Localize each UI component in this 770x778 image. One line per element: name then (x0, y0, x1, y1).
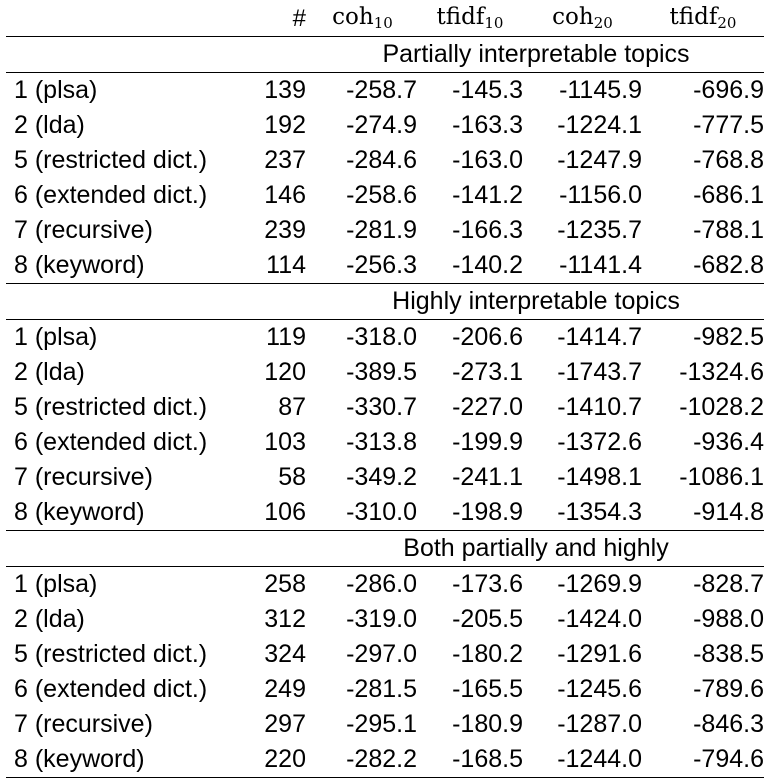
cell-tfidf20: -988.0 (693, 605, 764, 633)
cell-coh10: -258.7 (308, 73, 417, 109)
cell-coh10: -349.2 (346, 463, 417, 491)
cell-coh10: -310.0 (346, 498, 417, 526)
cell-tfidf20: -686.1 (693, 181, 764, 209)
cell-count: 114 (266, 251, 306, 279)
cell-coh20: -1269.9 (523, 567, 642, 603)
cell-coh10: -313.8 (346, 428, 417, 456)
cell-coh10: -282.2 (308, 742, 417, 778)
table-row (6, 73, 764, 109)
cell-tfidf20: -936.4 (693, 428, 764, 456)
table-row (6, 637, 764, 672)
cell-coh20: -1156.0 (559, 181, 642, 209)
cell-count: 297 (264, 710, 306, 738)
cell-coh20: -1224.1 (557, 111, 642, 139)
row-label: 8 (keyword) (6, 742, 246, 778)
cell-count: 139 (246, 73, 308, 109)
row-label: 6 (extended dict.) (14, 675, 208, 703)
cell-tfidf20: -914.8 (693, 498, 764, 526)
table-row (6, 495, 764, 531)
cell-coh20: -1245.6 (557, 675, 642, 703)
cell-tfidf20: -768.8 (693, 146, 764, 174)
header-tfidf10: tfidf$_{10}$ (436, 4, 504, 32)
cell-count: 120 (264, 358, 306, 386)
cell-count: 239 (264, 216, 306, 244)
cell-coh20: -1291.6 (557, 640, 642, 668)
row-label: 2 (lda) (14, 605, 85, 633)
cell-tfidf20: -788.1 (693, 216, 764, 244)
cell-count: 192 (264, 111, 306, 139)
cell-coh10: -297.0 (346, 640, 417, 668)
cell-tfidf10: -163.3 (452, 111, 523, 139)
cell-tfidf10: -141.2 (452, 181, 523, 209)
row-label: 7 (recursive) (14, 710, 153, 738)
table-row (6, 567, 764, 603)
section-title: Highly interpretable topics (308, 284, 764, 320)
header-coh10: coh$_{10}$ (332, 4, 393, 32)
cell-coh20: -1244.0 (523, 742, 642, 778)
cell-tfidf20: -1086.1 (679, 463, 764, 491)
table-row (6, 213, 764, 248)
cell-tfidf10: -198.9 (452, 498, 523, 526)
cell-count: 146 (264, 181, 306, 209)
cell-tfidf10: -206.6 (417, 320, 523, 356)
cell-count: 103 (264, 428, 306, 456)
section-partially (6, 37, 764, 73)
cell-coh20: -1498.1 (557, 463, 642, 491)
table-row (6, 672, 764, 707)
cell-coh10: -258.6 (346, 181, 417, 209)
cell-coh20: -1145.9 (523, 73, 642, 109)
row-label: 2 (lda) (14, 358, 85, 386)
row-label: 8 (keyword) (14, 251, 145, 279)
cell-tfidf20: -846.3 (693, 710, 764, 738)
cell-coh20: -1410.7 (557, 393, 642, 421)
cell-tfidf10: -163.0 (452, 146, 523, 174)
cell-coh10: -286.0 (308, 567, 417, 603)
cell-tfidf20: -1324.6 (679, 358, 764, 386)
table-row (6, 355, 764, 390)
cell-coh10: -295.1 (346, 710, 417, 738)
row-label: 5 (restricted dict.) (14, 146, 208, 174)
header-row (6, 1, 764, 37)
cell-tfidf20: -838.5 (693, 640, 764, 668)
table-row (6, 320, 764, 356)
row-label: 1 (plsa) (6, 73, 246, 109)
cell-count: 324 (264, 640, 306, 668)
cell-tfidf20: -1028.2 (679, 393, 764, 421)
row-label: 1 (plsa) (6, 567, 246, 603)
header-coh20: coh$_{20}$ (552, 4, 613, 32)
header-tfidf20: tfidf$_{20}$ (669, 4, 737, 32)
cell-tfidf10: -168.5 (417, 742, 523, 778)
cell-tfidf10: -241.1 (452, 463, 523, 491)
row-label: 5 (restricted dict.) (14, 393, 208, 421)
cell-count: 119 (246, 320, 308, 356)
table-row (6, 390, 764, 425)
cell-count: 258 (246, 567, 308, 603)
section-title-row (6, 531, 764, 567)
table-row (6, 425, 764, 460)
cell-tfidf10: -145.3 (417, 73, 523, 109)
cell-count: 58 (278, 463, 306, 491)
section-rows (6, 320, 764, 531)
cell-tfidf20: -682.8 (693, 251, 764, 279)
results-table (6, 1, 764, 778)
cell-coh10: -330.7 (346, 393, 417, 421)
cell-tfidf10: -173.6 (417, 567, 523, 603)
cell-coh20: -1247.9 (557, 146, 642, 174)
cell-count: 106 (264, 498, 306, 526)
cell-tfidf20: -696.9 (642, 73, 764, 109)
section-highly (6, 284, 764, 320)
cell-coh20: -1414.7 (523, 320, 642, 356)
table-row (6, 143, 764, 178)
cell-coh20: -1372.6 (557, 428, 642, 456)
cell-tfidf10: -205.5 (452, 605, 523, 633)
cell-tfidf10: -180.9 (452, 710, 523, 738)
cell-coh20: -1743.7 (557, 358, 642, 386)
section-rows (6, 567, 764, 778)
row-label: 2 (lda) (14, 111, 85, 139)
row-label: 6 (extended dict.) (14, 428, 208, 456)
cell-tfidf20: -777.5 (693, 111, 764, 139)
cell-coh10: -281.5 (346, 675, 417, 703)
table-row (6, 460, 764, 495)
cell-tfidf20: -794.6 (642, 742, 764, 778)
section-rows (6, 73, 764, 284)
table-row (6, 248, 764, 284)
cell-tfidf10: -227.0 (452, 393, 523, 421)
row-label: 5 (restricted dict.) (14, 640, 208, 668)
cell-count: 87 (278, 393, 306, 421)
row-label: 8 (keyword) (14, 498, 145, 526)
cell-coh10: -284.6 (346, 146, 417, 174)
cell-coh10: -389.5 (346, 358, 417, 386)
table-row (6, 707, 764, 742)
cell-tfidf20: -828.7 (642, 567, 764, 603)
cell-coh10: -319.0 (346, 605, 417, 633)
table-row (6, 602, 764, 637)
section-title: Both partially and highly (308, 531, 764, 567)
cell-coh20: -1354.3 (557, 498, 642, 526)
table-row (6, 178, 764, 213)
cell-tfidf10: -165.5 (452, 675, 523, 703)
section-title-row (6, 284, 764, 320)
cell-count: 237 (264, 146, 306, 174)
cell-tfidf20: -789.6 (693, 675, 764, 703)
cell-coh20: -1287.0 (557, 710, 642, 738)
cell-tfidf10: -199.9 (452, 428, 523, 456)
row-label: 6 (extended dict.) (14, 181, 208, 209)
header-label (6, 1, 246, 37)
cell-coh10: -281.9 (346, 216, 417, 244)
cell-count: 249 (264, 675, 306, 703)
header-count: # (292, 4, 306, 32)
cell-tfidf10: -273.1 (452, 358, 523, 386)
cell-coh20: -1424.0 (557, 605, 642, 633)
cell-tfidf10: -180.2 (452, 640, 523, 668)
section-both (6, 531, 764, 567)
row-label: 7 (recursive) (14, 216, 153, 244)
section-title-row (6, 37, 764, 73)
cell-tfidf20: -982.5 (642, 320, 764, 356)
cell-count: 220 (246, 742, 308, 778)
table-row (6, 742, 764, 778)
cell-coh10: -274.9 (346, 111, 417, 139)
cell-tfidf10: -166.3 (452, 216, 523, 244)
section-title: Partially interpretable topics (308, 37, 764, 73)
cell-count: 312 (264, 605, 306, 633)
cell-tfidf10: -140.2 (452, 251, 523, 279)
table-row (6, 108, 764, 143)
cell-coh10: -318.0 (308, 320, 417, 356)
cell-coh10: -256.3 (346, 251, 417, 279)
row-label: 7 (recursive) (14, 463, 153, 491)
cell-coh20: -1141.4 (559, 251, 642, 279)
row-label: 1 (plsa) (6, 320, 246, 356)
cell-coh20: -1235.7 (557, 216, 642, 244)
